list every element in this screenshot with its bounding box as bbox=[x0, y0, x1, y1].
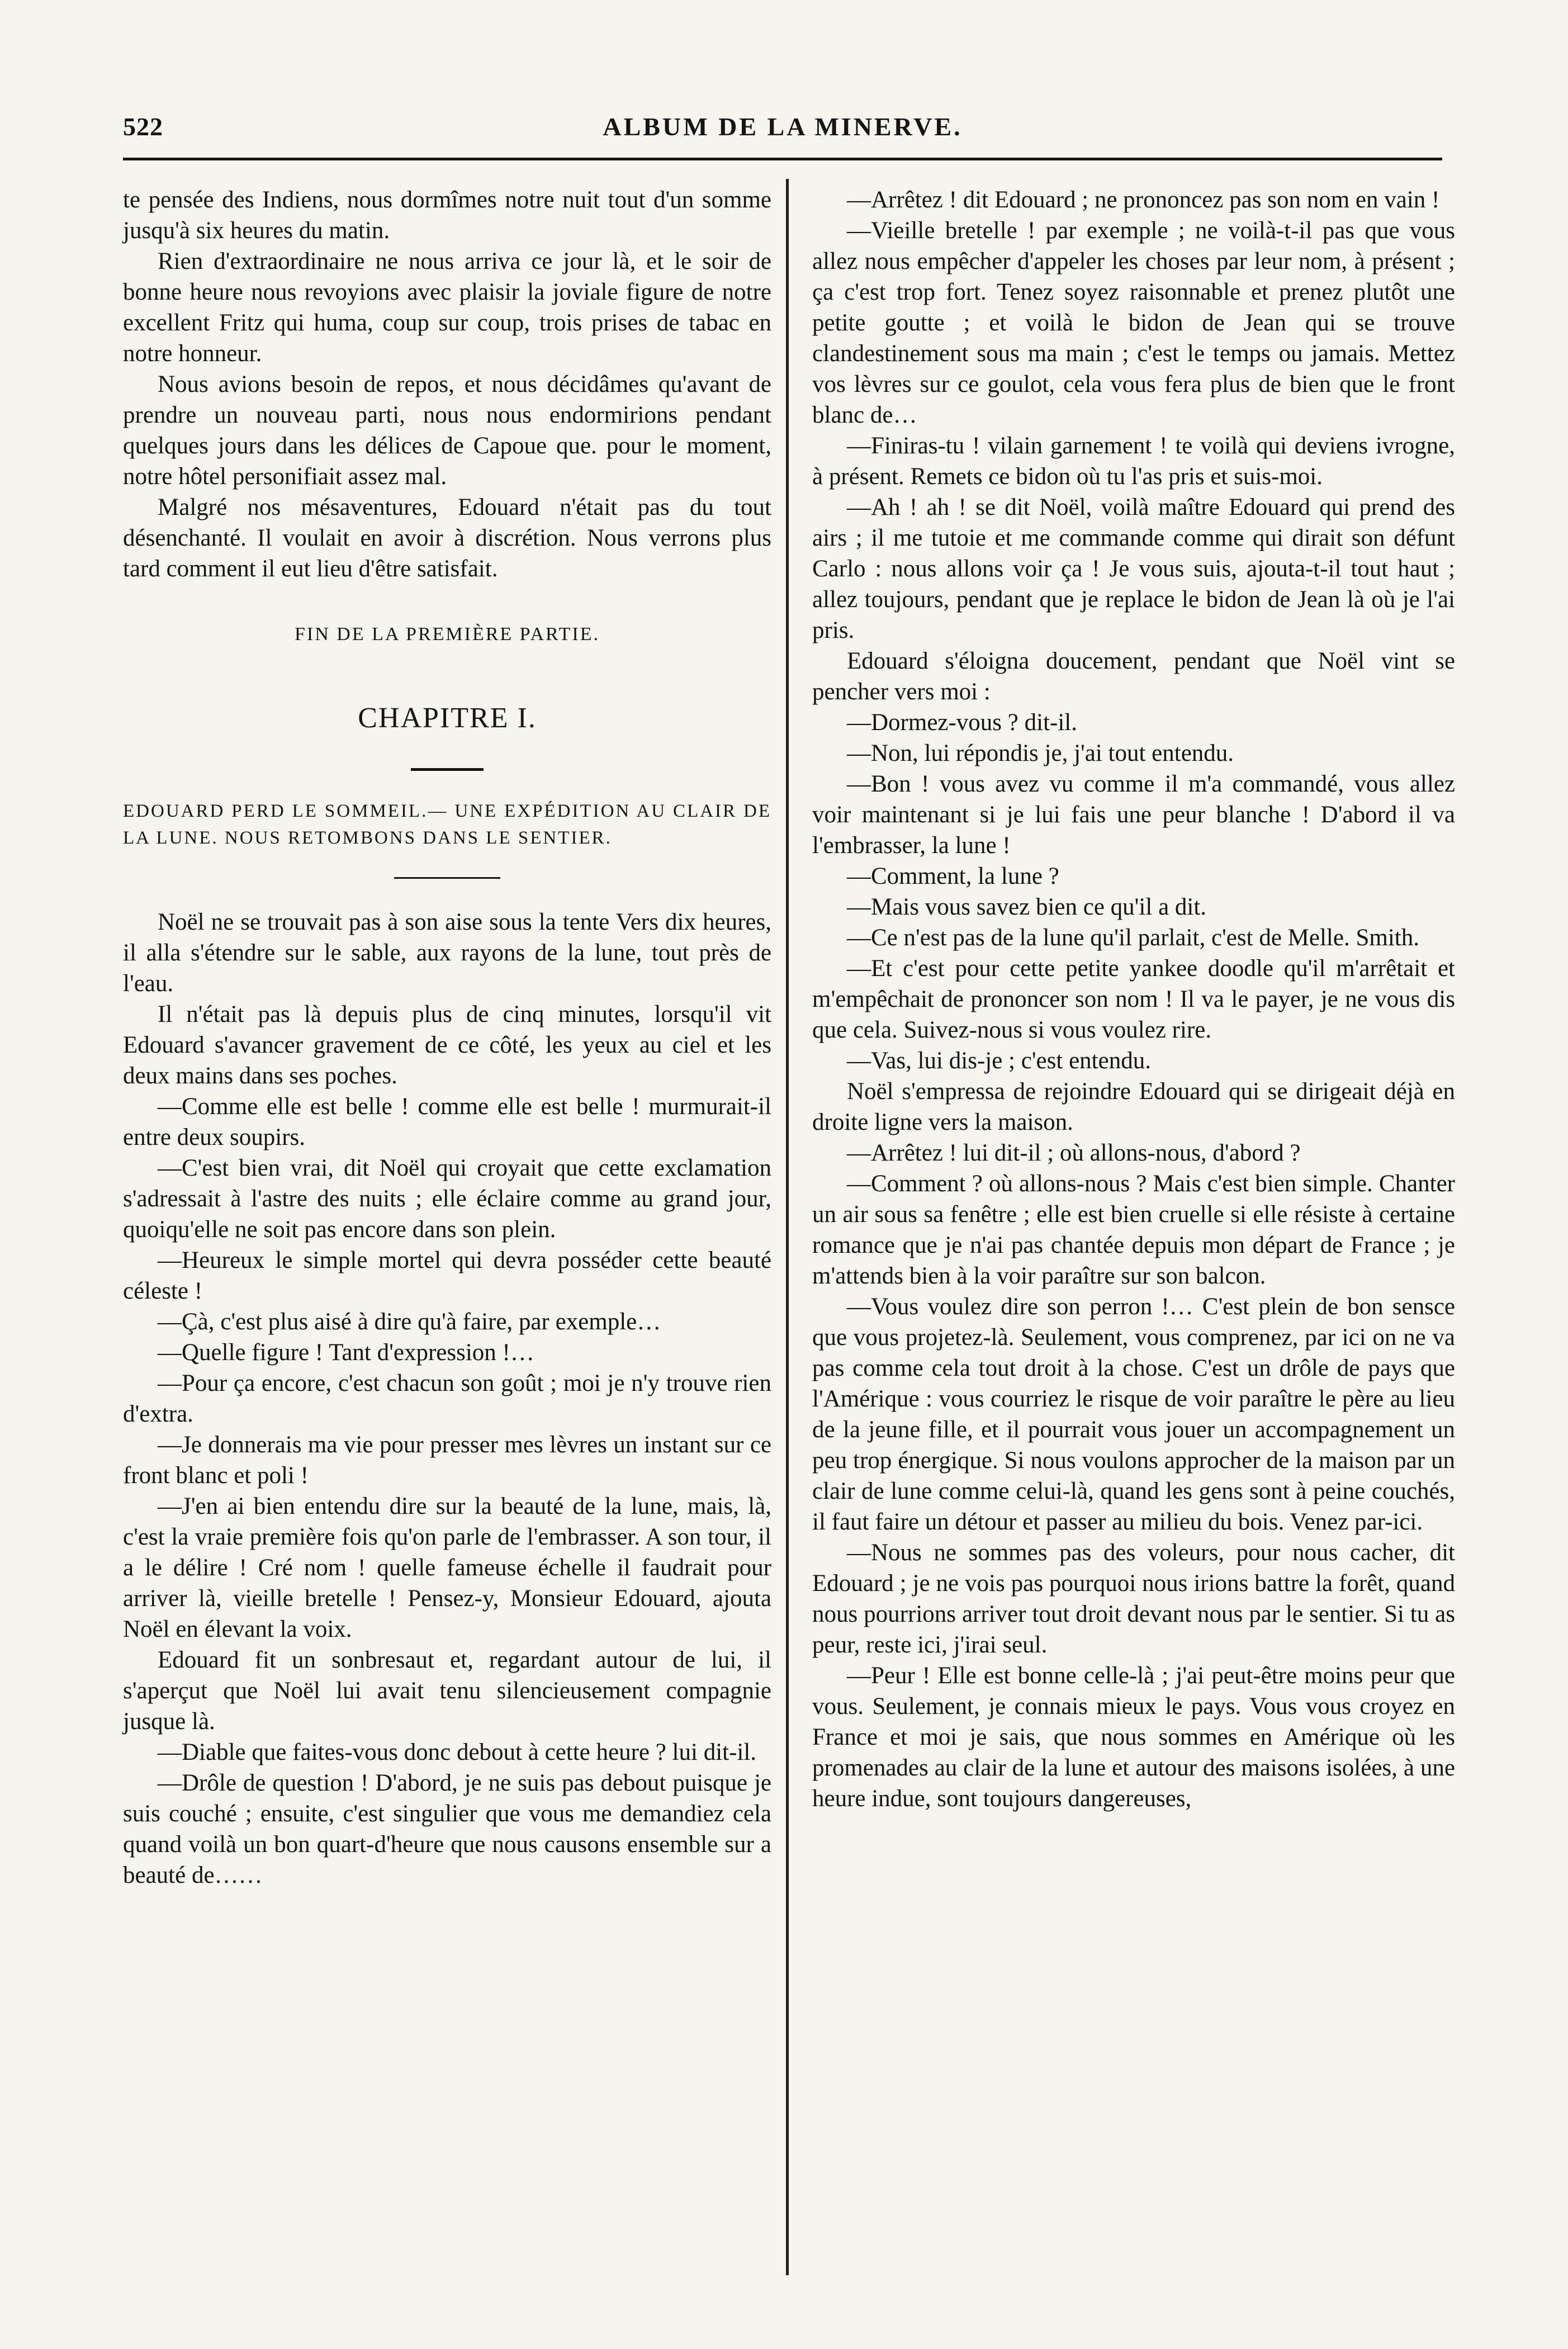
running-title: ALBUM DE LA MINERVE. bbox=[603, 112, 963, 141]
paragraph: —Non, lui répondis je, j'ai tout entendu. bbox=[847, 740, 1234, 766]
header-rule bbox=[123, 158, 1442, 160]
right-column bbox=[812, 184, 1455, 1814]
page-header bbox=[123, 112, 1442, 151]
paragraph: —Drôle de question ! D'abord, je ne suis pas debout puisque je suis couché ; ensuite, c'est singulier que vous me demandiez cela quand voilà un bon quart-d'heure que nous causons ensemble sur a beauté de…… bbox=[123, 1770, 771, 1888]
chapter-rule bbox=[411, 768, 484, 771]
paragraph: —Comment ? où allons-nous ? Mais c'est bien simple. Chanter un air sous sa fenêtre ; elle est bien cruelle si elle résiste à certaine romance que je n'ai pas chantée depuis mon départ de France ; je m'attends bien à la voir paraître sur son balcon. bbox=[812, 1171, 1455, 1289]
paragraph: —Pour ça encore, c'est chacun son goût ; moi je n'y trouve rien d'extra. bbox=[123, 1370, 771, 1427]
paragraph: —Çà, c'est plus aisé à dire qu'à faire, par exemple… bbox=[158, 1309, 661, 1335]
chapter-summary: EDOUARD PERD LE SOMMEIL.— UNE EXPÉDITION AU CLAIR DE LA LUNE. NOUS RETOMBONS DANS LE SENTIER. bbox=[123, 801, 771, 848]
paragraph: —Mais vous savez bien ce qu'il a dit. bbox=[847, 894, 1207, 920]
left-column bbox=[123, 184, 771, 1891]
paragraph: Nous avions besoin de repos, et nous décidâmes qu'avant de prendre un nouveau parti, nous nous endormirions pendant quelques jours dans les délices de Capoue que. pour le moment, notre hôtel personifiait assez mal. bbox=[123, 371, 771, 490]
paragraph: —Comment, la lune ? bbox=[847, 863, 1059, 889]
paragraph: —C'est bien vrai, dit Noël qui croyait que cette exclamation s'adressait à l'astre des nuits ; elle éclaire comme au grand jour, quoiqu'elle ne soit pas encore dans son plein. bbox=[123, 1155, 771, 1243]
paragraph: —Diable que faites-vous donc debout à cette heure ? lui dit-il. bbox=[158, 1739, 757, 1765]
paragraph: —Dormez-vous ? dit-il. bbox=[847, 709, 1077, 736]
end-of-part-notice: FIN DE LA PREMIÈRE PARTIE. bbox=[294, 624, 600, 645]
paragraph: —Heureux le simple mortel qui devra posséder cette beauté céleste ! bbox=[123, 1247, 771, 1304]
page-number: 522 bbox=[123, 112, 163, 141]
paragraph: —Arrêtez ! lui dit-il ; où allons-nous, d'abord ? bbox=[847, 1140, 1301, 1166]
summary-rule bbox=[394, 877, 500, 879]
paragraph: te pensée des Indiens, nous dormîmes notre nuit tout d'un somme jusqu'à six heures du matin. bbox=[123, 187, 771, 244]
paragraph: —J'en ai bien entendu dire sur la beauté de la lune, mais, là, c'est la vraie première fois qu'on parle de l'embrasser. A son tour, il a le délire ! Cré nom ! quelle fameuse échelle il faudrait pour arriver là, vieille bretelle ! Pensez-y, Monsieur Edouard, ajouta Noël en élevant la voix. bbox=[123, 1493, 771, 1642]
paragraph: Malgré nos mésaventures, Edouard n'était pas du tout désenchanté. Il voulait en avoir à discrétion. Nous verrons plus tard comment il eut lieu d'être satisfait. bbox=[123, 494, 771, 582]
paragraph: Edouard fit un sonbresaut et, regardant autour de lui, il s'aperçut que Noël lui avait tenu silencieusement compagnie jusque là. bbox=[123, 1647, 771, 1735]
paragraph: —Et c'est pour cette petite yankee doodle qu'il m'arrêtait et m'empêchait de prononcer son nom ! Il va le payer, je ne vous dis que cela. Suivez-nous si vous voulez rire. bbox=[812, 955, 1455, 1043]
paragraph: Edouard s'éloigna doucement, pendant que Noël vint se pencher vers moi : bbox=[812, 648, 1455, 705]
chapter-title: CHAPITRE I. bbox=[358, 702, 537, 734]
paragraph: —Quelle figure ! Tant d'expression !… bbox=[158, 1339, 534, 1366]
paragraph: Noël ne se trouvait pas à son aise sous la tente Vers dix heures, il alla s'étendre sur le sable, aux rayons de la lune, tout près de l'eau. bbox=[123, 909, 771, 997]
paragraph: —Nous ne sommes pas des voleurs, pour nous cacher, dit Edouard ; je ne vois pas pourquoi nous irions battre la forêt, quand nous pourrions arriver tout droit devant nous par le sentier. Si tu as peur, reste ici, j'irai seul. bbox=[812, 1540, 1455, 1658]
paragraph: Il n'était pas là depuis plus de cinq minutes, lorsqu'il vit Edouard s'avancer gravement de ce côté, les yeux au ciel et les deux mains dans ses poches. bbox=[123, 1001, 771, 1089]
paragraph: —Ce n'est pas de la lune qu'il parlait, c'est de Melle. Smith. bbox=[847, 925, 1419, 951]
paragraph: Noël s'empressa de rejoindre Edouard qui se dirigeait déjà en droite ligne vers la maison. bbox=[812, 1078, 1455, 1135]
paragraph: —Comme elle est belle ! comme elle est belle ! murmurait-il entre deux soupirs. bbox=[123, 1093, 771, 1150]
paragraph: —Bon ! vous avez vu comme il m'a commandé, vous allez voir maintenant si je lui fais une peur blanche ! D'abord il va l'embrasser, la lune ! bbox=[812, 771, 1455, 859]
paragraph: —Je donnerais ma vie pour presser mes lèvres un instant sur ce front blanc et poli ! bbox=[123, 1432, 771, 1489]
paragraph: —Ah ! ah ! se dit Noël, voilà maître Edouard qui prend des airs ; il me tutoie et me commande comme qui dirait son défunt Carlo : nous allons voir ça ! Je vous suis, ajouta-t-il tout haut ; allez toujours, pendant que je replace le bidon de Jean là où je l'ai pris. bbox=[812, 494, 1455, 643]
paragraph: —Vas, lui dis-je ; c'est entendu. bbox=[847, 1048, 1151, 1074]
paragraph: —Arrêtez ! dit Edouard ; ne prononcez pas son nom en vain ! bbox=[847, 187, 1440, 213]
paragraph: —Vous voulez dire son perron !… C'est plein de bon sensce que vous projetez-là. Seulement, vous comprenez, par ici on ne va pas comme cela tout droit à la chose. C'est un drôle de pays que l'Amérique : vous courriez le risque de voir paraître le père au lieu de la jeune fille, et il pourrait vous jouer un accompagnement un peu trop énergique. Si nous voulons approcher de la maison par un clair de lune comme celui-là, quand les gens sont à peine couchés, il faut faire un détour et passer au milieu du bois. Venez par-ici. bbox=[812, 1294, 1455, 1535]
paragraph: —Vieille bretelle ! par exemple ; ne voilà-t-il pas que vous allez nous empêcher d'appeler les choses par leur nom, à présent ; ça c'est trop fort. Tenez soyez raisonnable et prenez plutôt une petite goutte ; et voilà le bidon de Jean qui se trouve clandestinement sous ma main ; c'est le temps ou jamais. Mettez vos lèvres sur ce goulot, cela vous fera plus de bien que le front blanc de… bbox=[812, 217, 1455, 428]
column-divider bbox=[786, 179, 789, 2275]
paragraph: —Peur ! Elle est bonne celle-là ; j'ai peut-être moins peur que vous. Seulement, je connais mieux le pays. Vous vous croyez en France et moi je sais, que nous sommes en Amérique où les promenades au clair de la lune et autour des maisons isolées, à une heure indue, sont toujours dangereuses, bbox=[812, 1663, 1455, 1812]
paragraph: —Finiras-tu ! vilain garnement ! te voilà qui deviens ivrogne, à présent. Remets ce bidon où tu l'as pris et suis-moi. bbox=[812, 433, 1455, 490]
paragraph: Rien d'extraordinaire ne nous arriva ce jour là, et le soir de bonne heure nous revoyions avec plaisir la joviale figure de notre excellent Fritz qui huma, coup sur coup, trois prises de tabac en notre honneur. bbox=[123, 248, 771, 367]
